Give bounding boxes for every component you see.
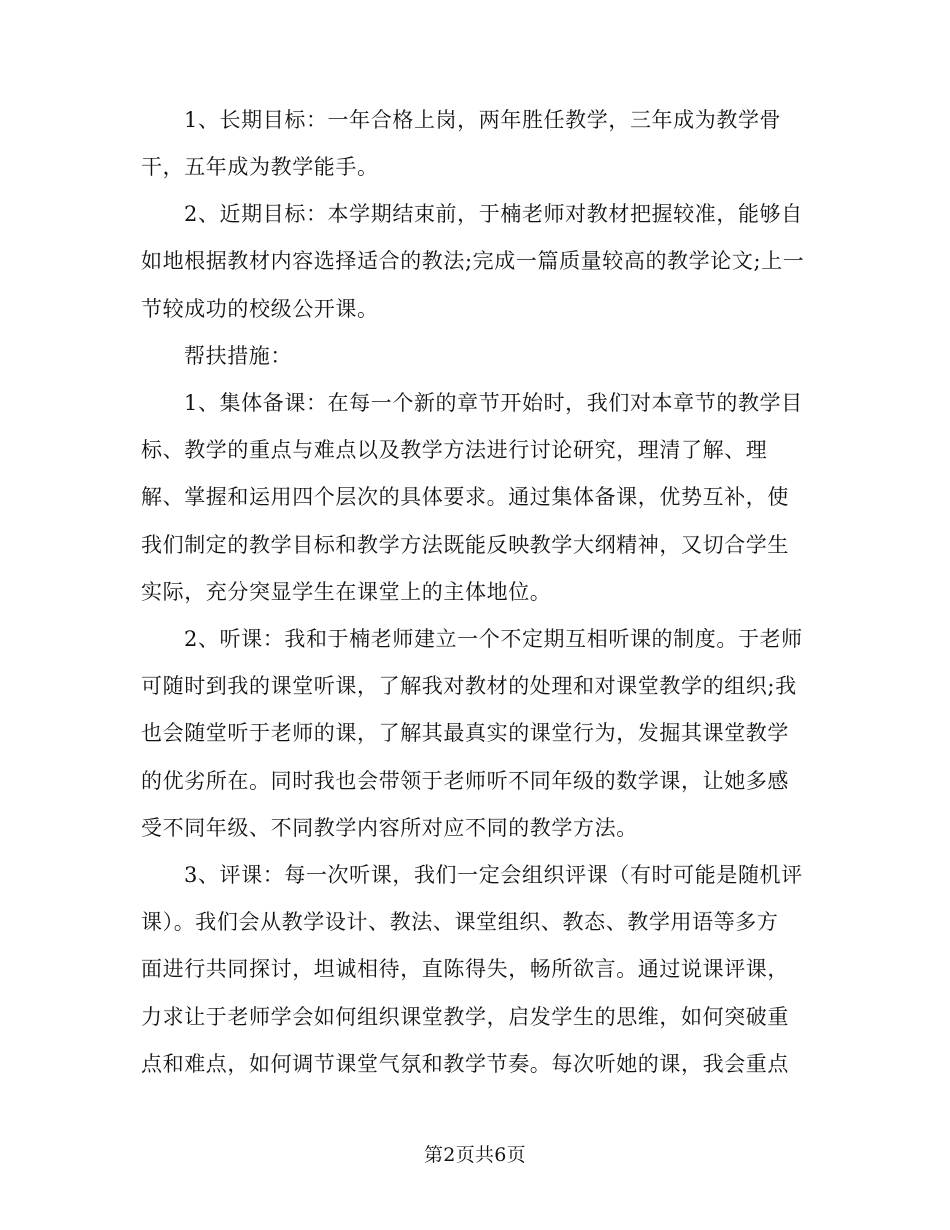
paragraph-line: 的优劣所在。同时我也会带领于老师听不同年级的数学课，让她多感 <box>141 769 789 793</box>
paragraph-line: 节较成功的校级公开课。 <box>141 297 379 321</box>
paragraph-line: 实际，充分突显学生在课堂上的主体地位。 <box>141 580 552 604</box>
paragraph-line: 如地根据教材内容选择适合的教法;完成一篇质量较高的教学论文;上一 <box>141 249 805 273</box>
paragraph-line: 1、长期目标：一年合格上岗，两年胜任教学，三年成为教学骨 <box>184 108 782 132</box>
page-footer: 第2页共6页 <box>424 1144 526 1166</box>
paragraph-line: 力求让于老师学会如何组织课堂教学，启发学生的思维，如何突破重 <box>141 1005 789 1029</box>
paragraph-line: 解、掌握和运用四个层次的具体要求。通过集体备课，优势互补，使 <box>141 485 789 509</box>
paragraph-line: 点和难点，如何调节课堂气氛和教学节奏。每次听她的课，我会重点 <box>141 1052 789 1076</box>
paragraph-line: 2、近期目标：本学期结束前，于楠老师对教材把握较准，能够自 <box>184 202 803 226</box>
paragraph-line: 受不同年级、不同教学内容所对应不同的教学方法。 <box>141 816 638 840</box>
paragraph-line: 我们制定的教学目标和教学方法既能反映教学大纲精神，又切合学生 <box>141 533 789 557</box>
paragraph-line: 可随时到我的课堂听课，了解我对教材的处理和对课堂教学的组织;我 <box>141 674 797 698</box>
paragraph-line: 2、听课：我和于楠老师建立一个不定期互相听课的制度。于老师 <box>184 627 803 651</box>
paragraph-line: 3、评课：每一次听课，我们一定会组织评课（有时可能是随机评 <box>184 863 803 887</box>
section-heading: 帮扶措施： <box>184 344 292 368</box>
paragraph-line: 面进行共同探讨，坦诚相待，直陈得失，畅所欲言。通过说课评课， <box>141 957 789 981</box>
paragraph-line: 1、集体备课：在每一个新的章节开始时，我们对本章节的教学目 <box>184 391 803 415</box>
paragraph-line: 标、教学的重点与难点以及教学方法进行讨论研究，理清了解、理 <box>141 438 768 462</box>
paragraph-line: 干，五年成为教学能手。 <box>141 155 379 179</box>
paragraph-line: 也会随堂听于老师的课，了解其最真实的课堂行为，发掘其课堂教学 <box>141 721 789 745</box>
paragraph-line: 课）。我们会从教学设计、教法、课堂组织、教态、教学用语等多方 <box>141 910 779 934</box>
